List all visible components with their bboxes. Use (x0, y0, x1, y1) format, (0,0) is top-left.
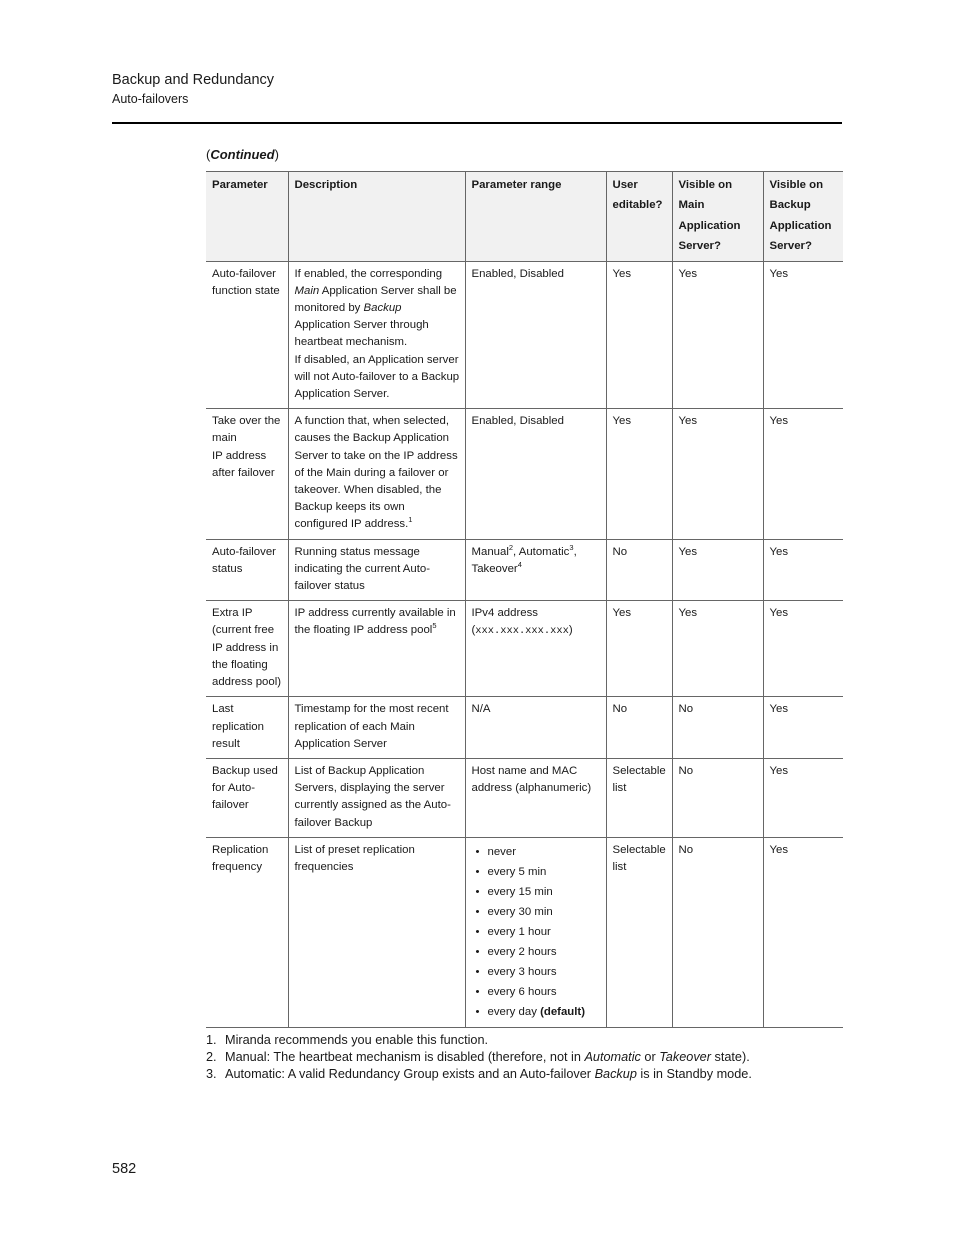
range-cell: N/A (465, 697, 606, 759)
visible-backup-cell: Yes (763, 601, 843, 697)
editable-cell: Yes (606, 261, 672, 409)
range-cell (465, 837, 606, 1027)
parameters-table (206, 171, 843, 1028)
table-row (206, 539, 843, 601)
footnote-ref: 5 (432, 621, 437, 631)
list-item: • every 1 hour (472, 922, 601, 942)
page-number: 582 (112, 1161, 137, 1177)
default-label: (default) (540, 1005, 585, 1018)
editable-cell: No (606, 697, 672, 759)
editable-cell: Yes (606, 601, 672, 697)
visible-backup-cell: Yes (763, 261, 843, 409)
list-item: • every 5 min (472, 862, 601, 882)
param-cell: Take over the main IP address after failover (206, 409, 288, 539)
table-row (206, 758, 843, 837)
list-item: • every 2 hours (472, 942, 601, 962)
description-cell: IP address currently available in the floating IP address pool$^5$ (288, 601, 465, 697)
description-cell: List of preset replication frequencies (288, 837, 465, 1027)
range-cell: IPv4 address (xxx.xxx.xxx.xxx) (465, 601, 606, 697)
footnote: 2. Manual: The heartbeat mechanism is disabled (therefore, not in Automatic or Takeover state). (206, 1050, 750, 1065)
visible-backup-cell: Yes (763, 409, 843, 539)
visible-backup-cell: Yes (763, 758, 843, 837)
description-cell: Running status message indicating the current Auto-failover status (288, 539, 465, 601)
continued-label: Continued (210, 147, 275, 162)
visible-main-cell: Yes (672, 601, 763, 697)
col-header-editable: User editable? (606, 172, 672, 262)
footnotes (206, 1032, 846, 1084)
col-header-description: Description (288, 172, 465, 262)
visible-backup-cell: Yes (763, 837, 843, 1027)
visible-main-cell: No (672, 758, 763, 837)
description-cell: Timestamp for the most recent replication of each Main Application Server (288, 697, 465, 759)
param-cell: Auto-failover status (206, 539, 288, 601)
visible-main-cell: No (672, 837, 763, 1027)
running-header (112, 70, 274, 108)
editable-cell: No (606, 539, 672, 601)
table-row (206, 409, 843, 539)
range-cell: Manual$^2$, Automatic$^3$, Takeover$^4$ (465, 539, 606, 601)
param-cell: Backup used for Auto-failover (206, 758, 288, 837)
editable-cell: Selectable list (606, 758, 672, 837)
description-cell: A function that, when selected, causes the Backup Application Server to take on the IP address of the Main during a failover or takeover. When disabled, the Backup keeps its own configured IP address.$^1$ (288, 409, 465, 539)
table-row (206, 837, 843, 1027)
col-header-visible-main: Visible on Main Application Server? (672, 172, 763, 262)
list-item: • every 30 min (472, 902, 601, 922)
frequency-list (472, 842, 601, 1022)
visible-backup-cell: Yes (763, 697, 843, 759)
list-item: • every 15 min (472, 882, 601, 902)
list-item: • every 3 hours (472, 962, 601, 982)
col-header-visible-backup: Visible on Backup Application Server? (763, 172, 843, 262)
visible-main-cell: No (672, 697, 763, 759)
footnote-ref: 3 (569, 542, 574, 552)
range-cell: Host name and MAC address (alphanumeric) (465, 758, 606, 837)
table-header-row (206, 172, 843, 262)
table-row (206, 697, 843, 759)
list-item: • every day (default) (472, 1002, 601, 1022)
editable-cell: Yes (606, 409, 672, 539)
editable-cell: Selectable list (606, 837, 672, 1027)
section-title: Backup and Redundancy (112, 72, 275, 88)
subsection-title: Auto-failovers (112, 92, 189, 106)
footnote-ref: 1 (408, 515, 413, 525)
param-cell: Extra IP (current free IP address in the floating address pool) (206, 601, 288, 697)
col-header-parameter: Parameter (206, 172, 288, 262)
visible-main-cell: Yes (672, 409, 763, 539)
range-cell: Enabled, Disabled (465, 409, 606, 539)
description-cell: If enabled, the corresponding Main Application Server shall be monitored by Backup Application Server through heartbeat mechanism. If disabled, an Application server will not Auto-failover to a Backup Application Server. (288, 261, 465, 409)
list-item: • every 6 hours (472, 982, 601, 1002)
description-cell: List of Backup Application Servers, displaying the server currently assigned as the Auto-failover Backup (288, 758, 465, 837)
visible-main-cell: Yes (672, 539, 763, 601)
continued-caption: (Continued) (206, 147, 279, 162)
footnote: 3. Automatic: A valid Redundancy Group exists and an Auto-failover Backup is in Standby mode. (206, 1067, 752, 1082)
param-cell: Replication frequency (206, 837, 288, 1027)
header-rule (112, 122, 842, 124)
table-row (206, 601, 843, 697)
visible-main-cell: Yes (672, 261, 763, 409)
footnote-ref: 2 (508, 542, 514, 552)
param-cell: Auto-failover function state (206, 261, 288, 409)
visible-backup-cell: Yes (763, 539, 843, 601)
range-cell: Enabled, Disabled (465, 261, 606, 409)
footnote-ref: 4 (517, 560, 522, 570)
param-cell: Last replication result (206, 697, 288, 759)
list-item: • never (472, 842, 601, 862)
table-row (206, 261, 843, 409)
col-header-range: Parameter range (465, 172, 606, 262)
footnote: 1. Miranda recommends you enable this function. (206, 1033, 489, 1047)
